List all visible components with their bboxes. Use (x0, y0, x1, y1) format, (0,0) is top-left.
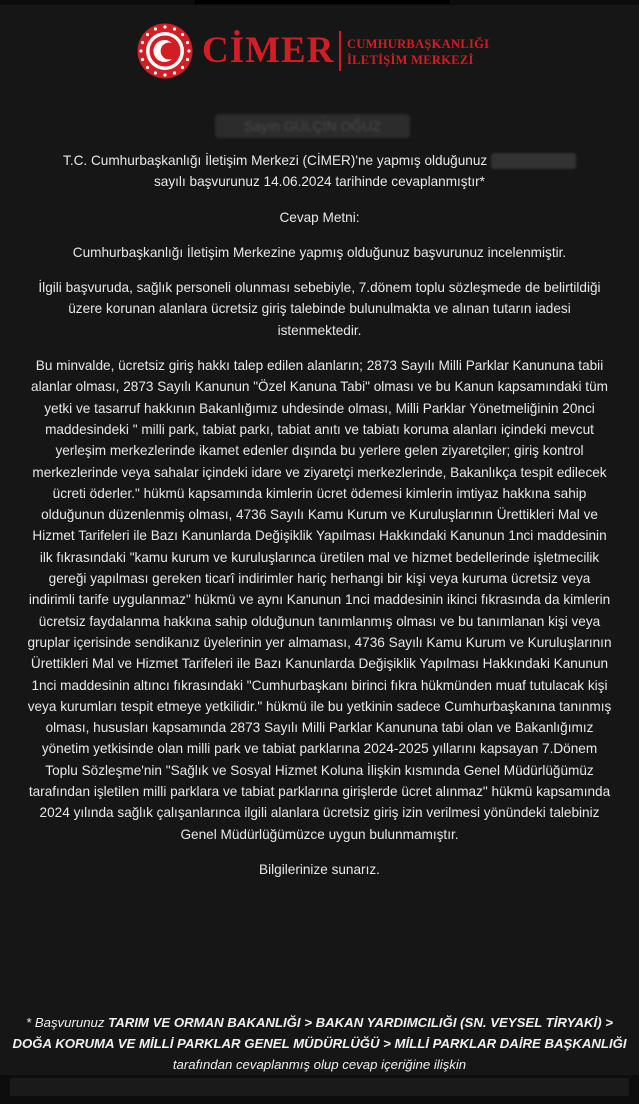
top-bar (0, 0, 639, 5)
cimer-emblem-icon (136, 22, 194, 80)
logo-subtitle (347, 36, 489, 68)
bottom-strip (0, 1075, 639, 1104)
bottom-strip-inner (10, 1078, 629, 1096)
logo-divider (339, 31, 341, 71)
message-body (26, 150, 613, 880)
footer-suffix: tarafından cevaplanmış olup cevap içeriğine ilişkin (172, 1057, 467, 1072)
logo-subtitle-line1: CUMHURBAŞKANLIĞI (347, 37, 490, 51)
intro-text (26, 150, 613, 193)
answer-heading: Cevap Metni: (279, 209, 360, 225)
application-number-redacted (491, 153, 576, 169)
paragraph-review: Cumhurbaşkanlığı İletişim Merkezine yapmış olduğunuz başvurunuz incelenmiştir. (72, 244, 567, 260)
paragraph-decision: Bu minvalde, ücretsiz giriş hakkı talep edilen alanların; 2873 Sayılı Milli Parklar Kanununa tabii alanlar olması, 2873 Sayılı Kanunun "Özel Kanuna Tabi" olması ve bu Kanun kapsamındaki tüm yetki ve tasarruf hakkının Bakanlığımız uhdesinde olması, Milli Parklar Yönetmeliğinin 20nci maddesindeki " milli park, tabiat parkı, tabiat anıtı ve tabiatı koruma alanları içindeki mevcut yerleşim merkezlerinde ikamet edenler dışında bu yerlere gelen ziyaretçiler; giriş kontrol merkezlerinde veya sahalar içindeki idare ve ziyaretçi merkezlerinde, Bakanlıkça tespit edilecek ücreti öderler." hükmü kapsamında kimlerin ücret ödemesi kimlerin imtiyaz hakkına sahip olduğunun düzenlenmiş olması, 4736 Sayılı Kamu Kurum ve Kuruluşlarının Ürettikleri Mal ve Hizmet Tarifeleri ile Bazı Kanunlarda Değişiklik Yapılması Hakkındaki Kanunun 1nci maddesinin ilk fıkrasındaki "kamu kurum ve kuruluşlarınca üretilen mal ve hizmet bedellerinde işletmecilik gereği yapılması gereken ticarî indirimler hariç herhangi bir kişi veya kuruma ücretsiz veya indirimli tarife uygulanmaz" hükmü ve aynı Kanunun 1nci maddesinin ikinci fıkrasında da kimlerin ücretsiz faydalanma hakkına sahip olduğunun tanımlanmış olması ve bu tanımlanan kişi veya gruplar içerisinde sendikanız üyelerinin yer almaması, 4736 Sayılı Kamu Kurum ve Kuruluşlarının Ürettikleri Mal ve Hizmet Tarifeleri ile Bazı Kanunlarda Değişiklik Yapılması Hakkındaki Kanunun 1nci maddesinin altıncı fıkrasındaki "Cumhurbaşkanı birinci fıkra hükmünden muaf tutulacak kişi veya kurumları tespit etmeye yetkilidir." hükmü ile bu yetkinin sadece Cumhurbaşkanına tanınmış olması, hususları kapsamında 2873 Sayılı Milli Parklar Kanununa tabi olan ve Bakanlığımız yönetim yetkisinde olan milli park ve tabiat parklarına 2024-2025 yıllarını kapsayan 7.Dönem Toplu Sözleşme'nin "Sağlık ve Sosyal Hizmet Koluna İlişkin kısmında Genel Müdürlüğümüz tarafından işletilen milli parklara ve tabiat parklarına girişlerde ücret alınmaz" hükmü kapsamında 2024 yılında sağlık çalışanlarınca ilgili alanlara ücretsiz giriş izin verilmesi yönündeki talebiniz Genel Müdürlüğümüzce uygun bulunmamıştır. (27, 358, 612, 842)
footer-prefix: * Başvurunuz (26, 1015, 109, 1030)
cimer-logo (136, 22, 516, 82)
cimer-wordmark: CİMER (202, 30, 335, 71)
footer-note (10, 1012, 629, 1075)
top-strip (195, 0, 450, 4)
recipient-name-redacted: Sayın GÜLÇİN OĞUZ (215, 114, 410, 138)
intro-line1: T.C. Cumhurbaşkanlığı İletişim Merkezi (CİMER)'ne yapmış olduğunuz (63, 153, 488, 168)
logo-subtitle-line2: İLETİŞİM MERKEZİ (347, 53, 474, 67)
footer-route: TARIM VE ORMAN BAKANLIĞI > BAKAN YARDIMCILIĞI (SN. VEYSEL TİRYAKİ) > DOĞA KORUMA VE MİLLİ PARKLAR GENEL MÜDÜRLÜĞÜ > MİLLİ PARKLAR DAİRE BAŞKANLIĞI (12, 1015, 627, 1051)
intro-line2: sayılı başvurunuz 14.06.2024 tarihinde cevaplanmıştır* (154, 174, 485, 190)
paragraph-closing: Bilgilerinize sunarız. (259, 861, 380, 877)
paragraph-request: İlgili başvuruda, sağlık personeli olunması sebebiyle, 7.dönem toplu sözleşmede de belirtildiği üzere korunan alanlara ücretsiz giriş talebinde bulunulmakta ve alınan tutarın iadesi istenmektedir. (38, 280, 601, 338)
